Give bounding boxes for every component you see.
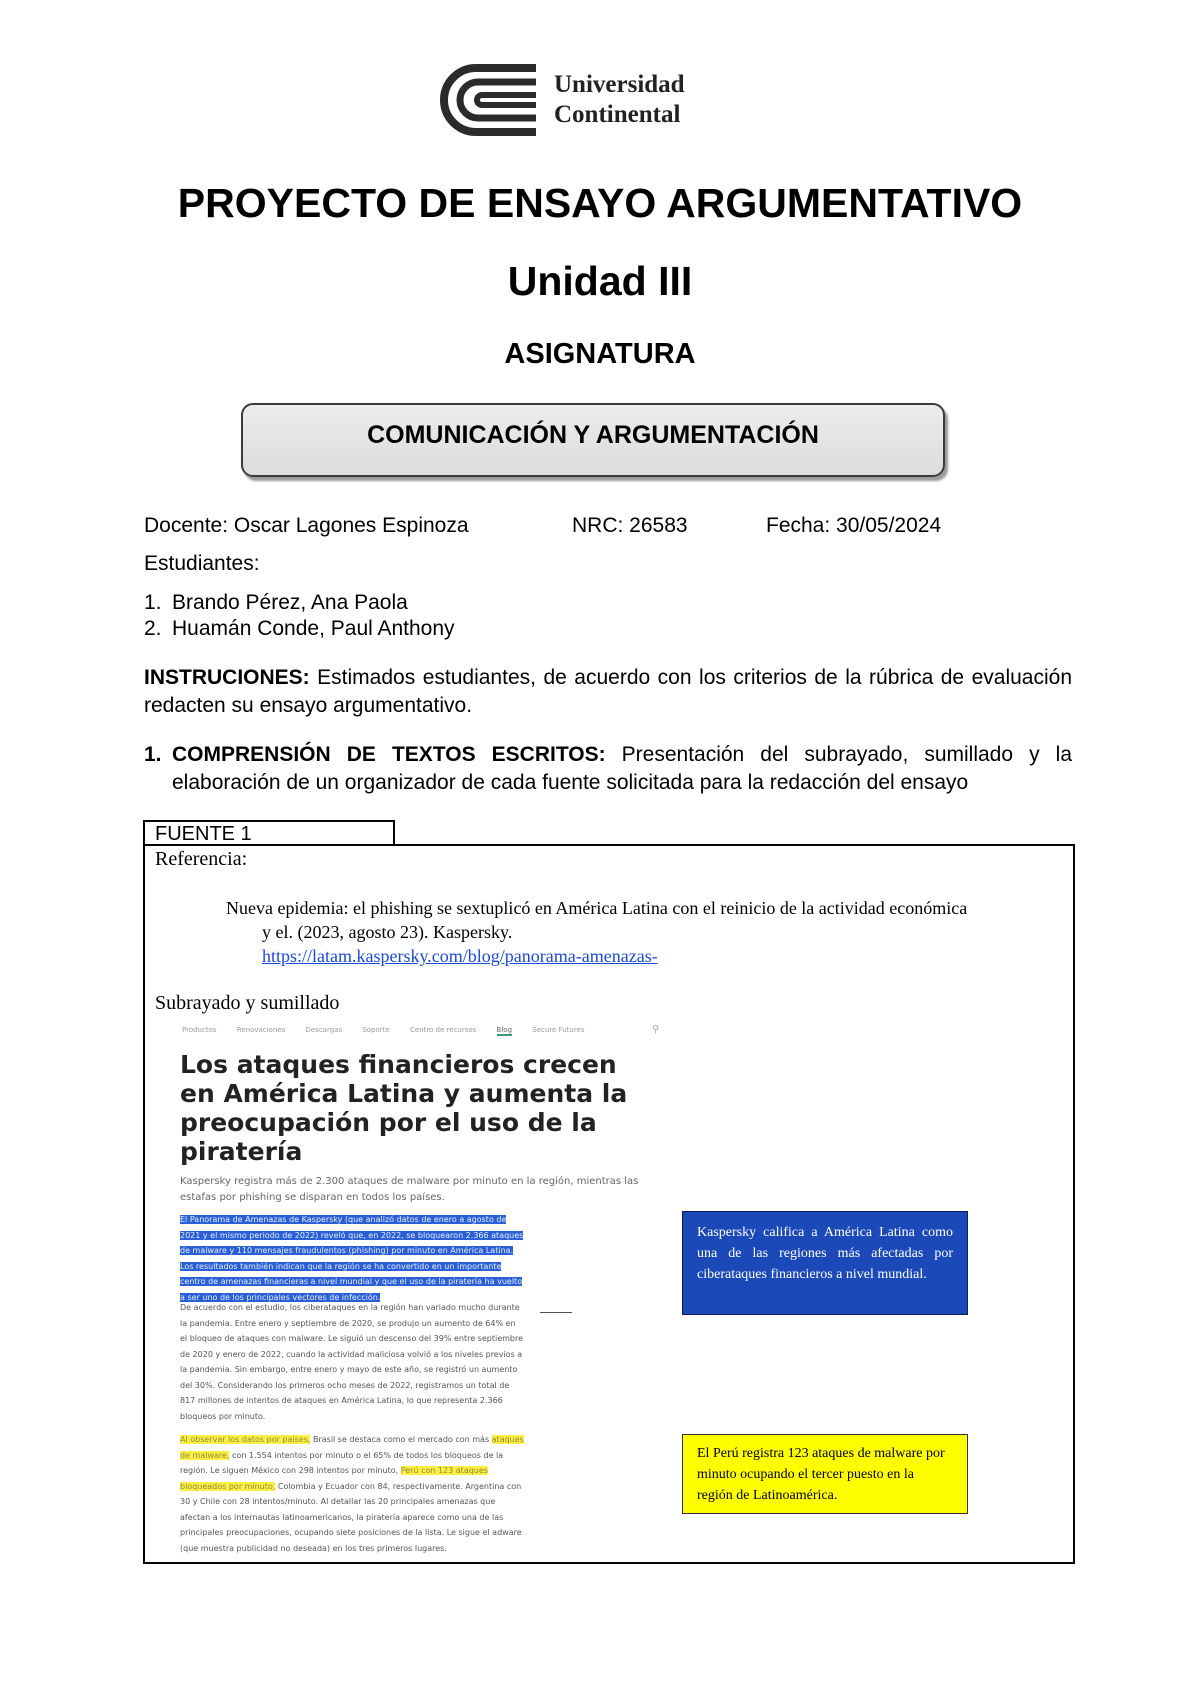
course-name-box: COMUNICACIÓN Y ARGUMENTACIÓN xyxy=(241,403,945,477)
nav-item-active: Blog xyxy=(496,1026,513,1034)
reference-citation: Nueva epidemia: el phishing se sextuplicó en América Latina con el reinicio de la actividad económica y el. (2023, agosto 23). Kaspersky. https://latam.kaspersky.com/blog/panorama-amenazas- xyxy=(226,898,968,966)
logo-line-2: Continental xyxy=(554,101,681,128)
summary-note-yellow: El Perú registra 123 ataques de malware por minuto ocupando el tercer puesto en la región de Latinoamérica. xyxy=(682,1434,968,1514)
students-list xyxy=(144,590,455,642)
search-icon: ⚲ xyxy=(652,1024,660,1035)
section-1-paragraph: 1. COMPRENSIÓN DE TEXTOS ESCRITOS: Presentación del subrayado, sumillado y la elaboración de un organizador de cada fuente solicitada para la redacción del ensayo xyxy=(144,743,1072,794)
article-paragraph: De acuerdo con el estudio, los ciberataques en la región han variado mucho durante la pandemia. Entre enero y septiembre de 2020, se produjo un aumento de 64% en el bloqueo de ataques con malware. Le siguió un descenso del 39% entre septiembre de 2020 y enero de 2022, cuando la actividad maliciosa volvió a los niveles previos a la pandemia. Sin embargo, entre enero y mayo de este año, se registró un aumento del 30%. Considerando los primeros ocho meses de 2022, registramos un total de 817 millones de intentos de ataques en América Latina, lo que representa 2.366 bloqueos por minuto. xyxy=(180,1303,524,1421)
subject-label: ASIGNATURA xyxy=(504,338,696,370)
university-logo xyxy=(436,62,732,138)
instructions-paragraph: INSTRUCIONES: Estimados estudiantes, de acuerdo con los criterios de la rúbrica de evaluación redacten su ensayo argumentativo. xyxy=(144,666,1072,717)
nav-item: Descargas xyxy=(305,1026,343,1034)
instructions-label: INSTRUCIONES: xyxy=(144,666,310,689)
logo-line-1: Universidad xyxy=(554,71,685,98)
university-logo-icon xyxy=(436,62,542,138)
article-screenshot xyxy=(176,1018,676,1562)
underline-summary-label: Subrayado y sumillado xyxy=(155,992,340,1014)
article-lead: Kaspersky registra más de 2.300 ataques de malware por minuto en la región, mientras las estafas por phishing se disparan en todos los países. xyxy=(180,1176,639,1203)
page-title: PROYECTO DE ENSAYO ARGUMENTATIVO xyxy=(177,180,1023,226)
summary-note-blue: Kaspersky califica a América Latina como una de las regiones más afectadas por ciberataques financieros a nivel mundial. xyxy=(682,1211,968,1315)
list-item: 1. Brando Pérez, Ana Paola xyxy=(144,591,408,614)
reference-link[interactable]: https://latam.kaspersky.com/blog/panorama-amenazas- xyxy=(262,946,658,966)
students-label: Estudiantes: xyxy=(144,552,260,575)
article-paragraph-yellow: Al observar los datos por países, Brasil se destaca como el mercado con más ataques de malware, con 1.554 intentos por minuto o el 65% de todos los bloqueos de la región. Le siguen México con 298 intentos por minuto, Perú con 123 ataques bloqueados por minuto, Colombia y Ecuador con 84, respectivamente. Argentina con 30 y Chile con 28 intentos/minuto. Al detallar las 20 principales amenazas que afectan a los internautas latinoamericanos, la piratería aparece como una de las principales preocupaciones, ocupando siete posiciones de la lista. Le sigue el adware (que muestra publicidad no deseada) en los tres primeros lugares. xyxy=(180,1435,524,1553)
article-paragraph-highlighted: El Panorama de Amenazas de Kaspersky (que analizó datos de enero a agosto de 2021 y el mismo periodo de 2022) reveló que, en 2022, se bloquearon 2.366 ataques de malware y 110 mensajes fraudulentos (phishing) por minuto en América Latina. Los resultados también indican que la región se ha convertido en un importante centro de amenazas financieras a nivel mundial y que el uso de la piratería ha vuelto a ser uno de los principales vectores de infección. xyxy=(180,1215,524,1302)
nrc-code: NRC: 26583 xyxy=(572,514,688,537)
section-1-label: COMPRENSIÓN DE TEXTOS ESCRITOS: xyxy=(172,743,606,766)
fuente-tab-label: FUENTE 1 xyxy=(143,820,395,844)
annotation-connector xyxy=(540,1312,572,1313)
article-nav xyxy=(182,1026,603,1034)
nav-item: Renovaciones xyxy=(236,1026,286,1034)
list-item: 2. Huamán Conde, Paul Anthony xyxy=(144,617,455,640)
nav-item: Productos xyxy=(182,1026,217,1034)
article-title: Los ataques financieros crecen en América Latina y aumenta la preocupación por el uso de la piratería xyxy=(180,1050,628,1166)
reference-label: Referencia: xyxy=(155,848,248,870)
nav-item: Soporte xyxy=(362,1026,390,1034)
date: Fecha: 30/05/2024 xyxy=(766,514,942,537)
unit-title: Unidad III xyxy=(507,258,693,304)
teacher-name: Docente: Oscar Lagones Espinoza xyxy=(144,514,469,537)
nav-item: Centro de recursos xyxy=(409,1026,477,1034)
nav-item: Secure Futures xyxy=(532,1026,585,1034)
